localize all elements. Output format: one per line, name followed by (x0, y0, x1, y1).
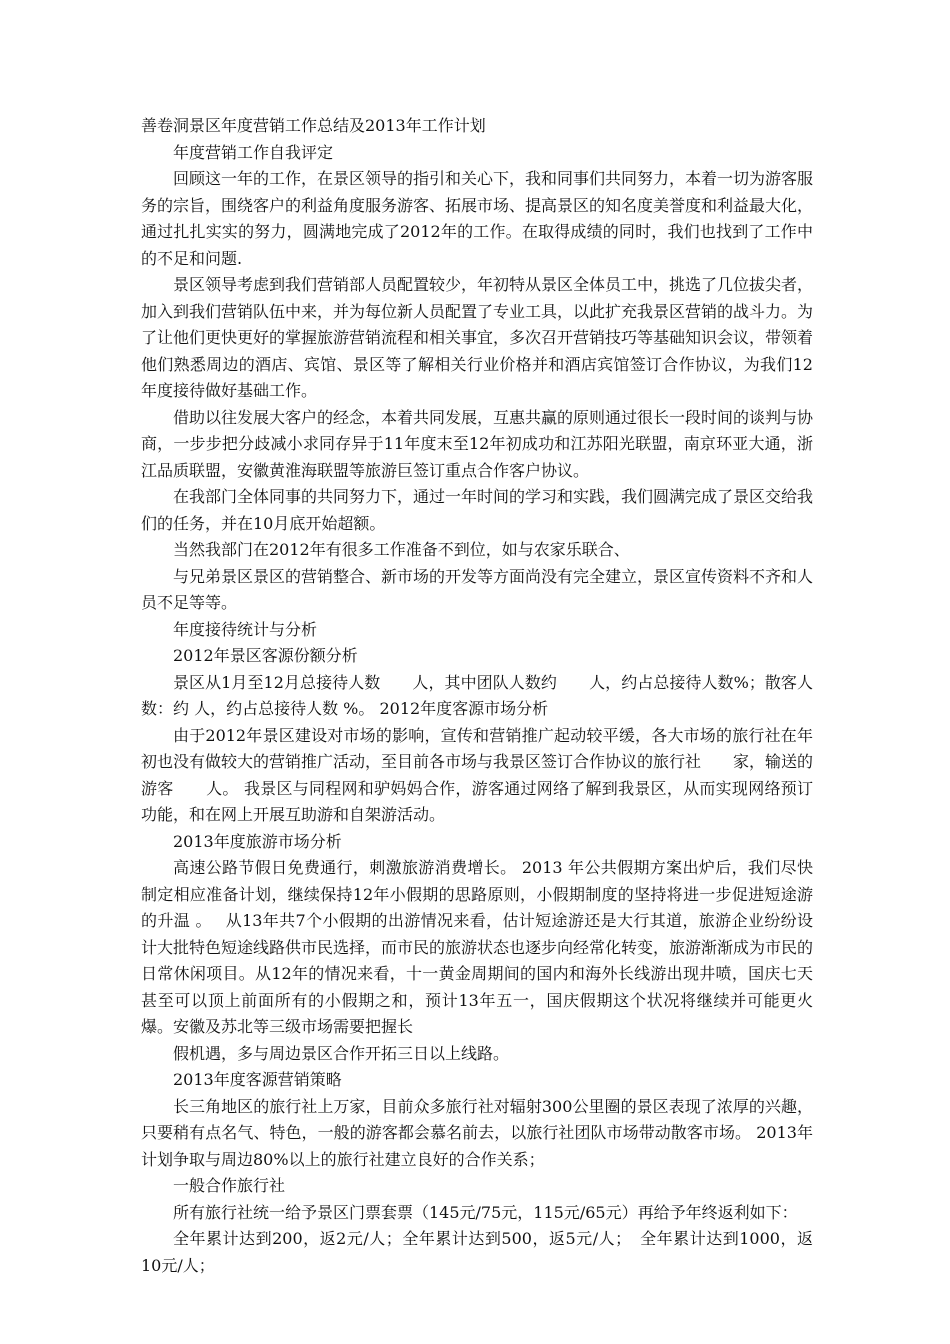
document-body (141, 113, 813, 1279)
paragraph: 假机遇，多与周边景区合作开拓三日以上线路。 (173, 1043, 510, 1063)
paragraph: 由于2012年景区建设对市场的影响，宣传和营销推广起动较平缓，各大市场的旅行社在年初也没有做较大的营销推广活动，至目前各市场与我景区签订合作协议的旅行社 家，输送的游客 人。 我景区与同程网和驴妈妈合作，游客通过网络了解到我景区，从而实现网络预订功能，和在网上开展互助游和自架游活动。 (141, 725, 814, 824)
section-heading: 2013年度旅游市场分析 (173, 831, 342, 851)
section-heading: 年度接待统计与分析 (173, 619, 318, 639)
section-heading: 一般合作旅行社 (173, 1176, 286, 1195)
paragraph: 当然我部门在2012年有很多工作准备不到位，如与农家乐联合、 (173, 540, 630, 559)
paragraph: 景区从1月至12月总接待人数 人，其中团队人数约 人，约占总接待人数%；散客人数：约 人，约占总接待人数 %。 2012年度客源市场分析 (141, 672, 813, 718)
section-heading: 2013年度客源营销策略 (173, 1070, 342, 1089)
paragraph: 在我部门全体同事的共同努力下，通过一年时间的学习和实践，我们圆满完成了景区交给我们的任务，并在10月底开始超额。 (141, 487, 814, 533)
paragraph: 全年累计达到200，返2元/人；全年累计达到500，返5元/人； 全年累计达到1000，返10元/人； (141, 1229, 813, 1275)
paragraph: 所有旅行社统一给予景区门票套票（145元/75元，115元/65元）再给予年终返利如下： (173, 1202, 798, 1222)
document-title: 善卷洞景区年度营销工作总结及2013年工作计划 (141, 116, 486, 135)
section-heading: 年度营销工作自我评定 (173, 142, 334, 162)
paragraph: 景区领导考虑到我们营销部人员配置较少，年初特从景区全体员工中，挑选了几位拔尖者，加入到我们营销队伍中来，并为每位新人员配置了专业工具，以此扩充我景区营销的战斗力。为了让他们更快更好的掌握旅游营销流程和相关事宜，多次召开营销技巧等基础知识会议，带领着他们熟悉周边的酒店、宾馆、景区等了解相关行业价格并和酒店宾馆签订合作协议，为我们12年度接待做好基础工作。 (141, 275, 814, 400)
paragraph: 回顾这一年的工作，在景区领导的指引和关心下，我和同事们共同努力，本着一切为游客服务的宗旨，围绕客户的利益角度服务游客、拓展市场、提高景区的知名度美誉度和利益最大化，通过扎扎实实的努力，圆满地完成了2012年的工作。在取得成绩的同时，我们也找到了工作中的不足和问题. (141, 169, 814, 268)
paragraph: 借助以往发展大客户的经念，本着共同发展，互惠共赢的原则通过很长一段时间的谈判与协商，一步步把分歧减小求同存异于11年度末至12年初成功和江苏阳光联盟，南京环亚大通，浙江品质联盟，安徽黄淮海联盟等旅游巨签订重点合作客户协议。 (141, 407, 814, 480)
paragraph: 长三角地区的旅行社上万家，目前众多旅行社对辐射300公里圈的景区表现了浓厚的兴趣，只要稍有点名气、特色，一般的游客都会慕名前去，以旅行社团队市场带动散客市场。 2013年计划争取与周边80%以上的旅行社建立良好的合作关系； (141, 1096, 813, 1169)
paragraph: 高速公路节假日免费通行，刺激旅游消费增长。 2013 年公共假期方案出炉后，我们尽快制定相应准备计划，继续保持12年小假期的思路原则，小假期制度的坚持将进一步促进短途游的升温 。 从13年共7个小假期的出游情况来看，估计短途游还是大行其道，旅游企业纷纷设计大批特色短途线路供市民选择，而市民的旅游状态也逐步向经常化转变，旅游渐渐成为市民的日常休闲项目。从12年的情况来看，十一黄金周期间的国内和海外长线游出现井喷，国庆七天甚至可以顶上前面所有的小假期之和，预计13年五一，国庆假期这个状况将继续并可能更火爆。安徽及苏北等三级市场需要把握长 (141, 858, 814, 1036)
section-heading: 2012年景区客源份额分析 (173, 646, 358, 665)
paragraph: 与兄弟景区景区的营销整合、新市场的开发等方面尚没有完全建立，景区宣传资料不齐和人员不足等等。 (141, 566, 814, 612)
